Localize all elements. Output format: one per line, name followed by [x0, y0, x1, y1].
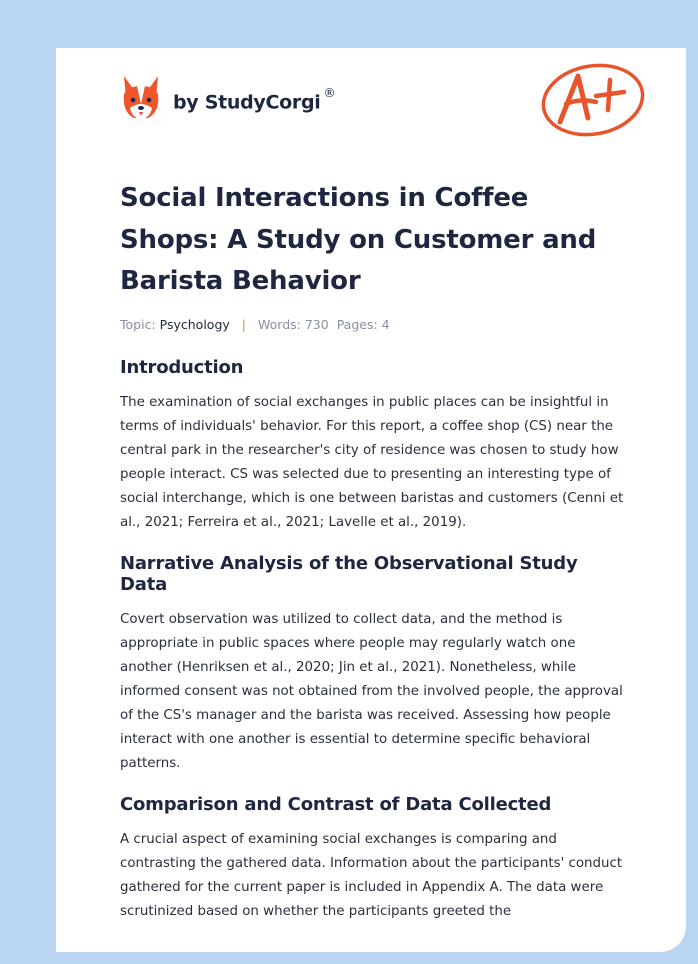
- brand-name: by StudyCorgi ®: [173, 86, 336, 114]
- studycorgi-logo[interactable]: [120, 74, 335, 122]
- document-page: [56, 48, 686, 952]
- a-plus-badge-icon: [538, 60, 648, 140]
- section-body-narrative-analysis: Covert observation was utilized to collect data, and the method is appropriate in public spaces where people may regularly watch one another (Henriksen et al., 2020; Jin et al., 2021). Nonetheless, while informed consent was not obtained from the involved people, the approval of the CS's manager and the barista was received. Assessing how people interact with one another is essential to determine specific behavioral patterns.: [120, 611, 623, 771]
- section-body-comparison: A crucial aspect of examining social exchanges is comparing and contrasting the gathered data. Information about the participants' conduct gathered for the current paper is included in Appendix A. The data were scrutinized based on whether the participants greeted the: [120, 831, 623, 919]
- meta-separator: |: [241, 316, 246, 332]
- registered-mark: ®: [323, 86, 336, 101]
- topic-label: Topic:: [120, 316, 156, 332]
- article-meta: [120, 317, 630, 332]
- section-body-introduction: The examination of social exchanges in public places can be insightful in terms of individuals' behavior. For this report, a coffee shop (CS) near the central park in the researcher's city of residence was chosen to study how people interact. CS was selected due to presenting an interesting type of social interchange, which is one between baristas and customers (Cenni et al., 2021; Ferreira et al., 2021; Lavelle et al., 2019).: [120, 394, 624, 530]
- page-title: Social Interactions in Coffee Shops: A Study on Customer and Barista Behavior: [120, 183, 597, 296]
- header: [120, 74, 660, 154]
- article: [120, 178, 630, 924]
- page-count: Pages: 4: [336, 316, 390, 332]
- section-heading-comparison: Comparison and Contrast of Data Collected: [120, 793, 552, 815]
- corgi-icon: [120, 74, 162, 122]
- section-heading-introduction: Introduction: [120, 356, 244, 378]
- section-heading-narrative-analysis: Narrative Analysis of the Observational Study Data: [120, 552, 578, 595]
- topic-link[interactable]: Psychology: [159, 316, 230, 332]
- word-count: Words: 730: [258, 316, 329, 332]
